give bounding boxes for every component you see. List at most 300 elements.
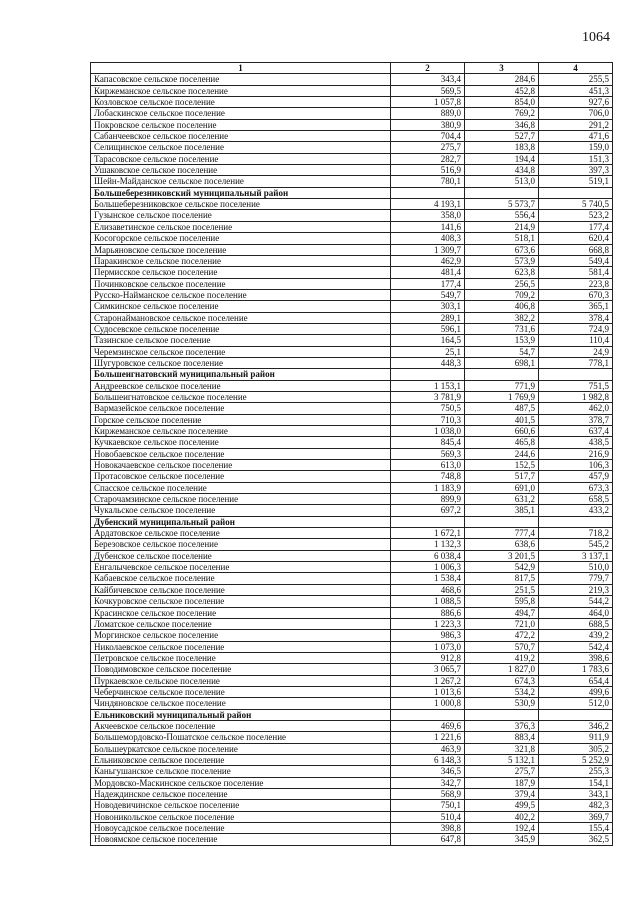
value-col-3: 401,5 <box>465 414 539 425</box>
table-row <box>91 380 613 391</box>
value-col-4: 378,4 <box>539 312 613 323</box>
value-col-3: 183,8 <box>465 142 539 153</box>
value-col-4: 5 252,9 <box>539 754 613 765</box>
value-col-3: 673,6 <box>465 244 539 255</box>
district-header-row <box>91 369 613 380</box>
settlement-name: Петровское сельское поселение <box>91 652 391 663</box>
page-number: 1064 <box>582 30 610 45</box>
settlement-name: Косогорское сельское поселение <box>91 233 391 244</box>
table-row <box>91 720 613 731</box>
settlement-name: Тарасовское сельское поселение <box>91 153 391 164</box>
value-col-3: 379,4 <box>465 789 539 800</box>
settlement-name: Елизаветинское сельское поселение <box>91 221 391 232</box>
value-col-2: 177,4 <box>391 278 465 289</box>
value-col-4: 542,4 <box>539 641 613 652</box>
settlement-name: Марьяновское сельское поселение <box>91 244 391 255</box>
table-row <box>91 505 613 516</box>
value-col-2: 845,4 <box>391 437 465 448</box>
settlement-name: Тазинское сельское поселение <box>91 335 391 346</box>
district-name: Большеигнатовский муниципальный район <box>91 369 391 380</box>
settlement-name: Судосевское сельское поселение <box>91 323 391 334</box>
settlement-name: Лобаскинское сельское поселение <box>91 108 391 119</box>
district-name: Большеберезниковский муниципальный район <box>91 187 391 198</box>
value-col-2: 569,5 <box>391 85 465 96</box>
settlement-name: Новокачаевское сельское поселение <box>91 460 391 471</box>
value-col-2: 462,9 <box>391 255 465 266</box>
settlement-name: Березовское сельское поселение <box>91 539 391 550</box>
table-row <box>91 108 613 119</box>
settlement-name: Дубенское сельское поселение <box>91 550 391 561</box>
table-row <box>91 289 613 300</box>
value-col-4: 718,2 <box>539 528 613 539</box>
value-col-3: 434,8 <box>465 165 539 176</box>
value-col-4: 670,3 <box>539 289 613 300</box>
budget-table <box>90 62 613 846</box>
value-col-4: 471,6 <box>539 131 613 142</box>
value-col-2: 750,5 <box>391 403 465 414</box>
value-col-4: 1 982,8 <box>539 391 613 402</box>
value-col-2: 912,8 <box>391 652 465 663</box>
value-col-4: 519,1 <box>539 176 613 187</box>
settlement-name: Новоямское сельское поселение <box>91 834 391 845</box>
value-col-2: 704,4 <box>391 131 465 142</box>
value-col-4: 451,3 <box>539 85 613 96</box>
value-col-4: 462,0 <box>539 403 613 414</box>
value-col-4: 397,3 <box>539 165 613 176</box>
value-col-3: 777,4 <box>465 528 539 539</box>
value-col-2: 4 193,1 <box>391 199 465 210</box>
settlement-name: Пуркаевское сельское поселение <box>91 675 391 686</box>
value-col-4: 581,4 <box>539 267 613 278</box>
table-row <box>91 573 613 584</box>
settlement-name: Ушаковское сельское поселение <box>91 165 391 176</box>
table-row <box>91 426 613 437</box>
table-row <box>91 176 613 187</box>
value-col-2: 469,6 <box>391 720 465 731</box>
value-col-3: 771,9 <box>465 380 539 391</box>
value-col-2: 289,1 <box>391 312 465 323</box>
value-col-3 <box>465 369 539 380</box>
value-col-2 <box>391 187 465 198</box>
value-col-4: 3 137,1 <box>539 550 613 561</box>
table-row <box>91 698 613 709</box>
value-col-4: 512,0 <box>539 698 613 709</box>
value-col-2: 164,5 <box>391 335 465 346</box>
value-col-3: 487,5 <box>465 403 539 414</box>
value-col-2 <box>391 369 465 380</box>
settlement-name: Большеуркатское сельское поселение <box>91 743 391 754</box>
value-col-4: 510,0 <box>539 562 613 573</box>
value-col-4: 305,2 <box>539 743 613 754</box>
table-header-row <box>91 63 613 74</box>
value-col-4: 544,2 <box>539 596 613 607</box>
settlement-name: Новоусадское сельское поселение <box>91 823 391 834</box>
table-row <box>91 789 613 800</box>
settlement-name: Вармазейское сельское поселение <box>91 403 391 414</box>
table-row <box>91 754 613 765</box>
settlement-name: Ельниковское сельское поселение <box>91 754 391 765</box>
value-col-2: 342,7 <box>391 777 465 788</box>
value-col-4: 433,2 <box>539 505 613 516</box>
value-col-3: 623,8 <box>465 267 539 278</box>
value-col-2: 1 223,3 <box>391 618 465 629</box>
value-col-2: 780,1 <box>391 176 465 187</box>
value-col-2: 1 267,2 <box>391 675 465 686</box>
table-row <box>91 85 613 96</box>
value-col-2: 510,4 <box>391 811 465 822</box>
value-col-2: 697,2 <box>391 505 465 516</box>
district-name: Дубенский муниципальный район <box>91 516 391 527</box>
table-row <box>91 686 613 697</box>
settlement-name: Новоникольское сельское поселение <box>91 811 391 822</box>
value-col-3: 631,2 <box>465 494 539 505</box>
value-col-4: 778,1 <box>539 357 613 368</box>
value-col-3: 542,9 <box>465 562 539 573</box>
value-col-2: 303,1 <box>391 301 465 312</box>
value-col-3: 570,7 <box>465 641 539 652</box>
settlement-name: Паракинское сельское поселение <box>91 255 391 266</box>
value-col-3: 494,7 <box>465 607 539 618</box>
table-row <box>91 437 613 448</box>
table-row <box>91 267 613 278</box>
value-col-4: 151,3 <box>539 153 613 164</box>
settlement-name: Поводимовское сельское поселение <box>91 664 391 675</box>
value-col-4: 216,9 <box>539 448 613 459</box>
value-col-3: 660,6 <box>465 426 539 437</box>
settlement-name: Селищинское сельское поселение <box>91 142 391 153</box>
value-col-3: 376,3 <box>465 720 539 731</box>
value-col-3: 709,2 <box>465 289 539 300</box>
value-col-2: 596,1 <box>391 323 465 334</box>
value-col-4: 549,4 <box>539 255 613 266</box>
value-col-3 <box>465 709 539 720</box>
value-col-3: 534,2 <box>465 686 539 697</box>
settlement-name: Кучкаевское сельское поселение <box>91 437 391 448</box>
value-col-3: 518,1 <box>465 233 539 244</box>
value-col-4: 688,5 <box>539 618 613 629</box>
table-row <box>91 255 613 266</box>
value-col-2: 448,3 <box>391 357 465 368</box>
settlement-name: Мордовско-Маскинское сельское поселение <box>91 777 391 788</box>
value-col-3: 153,9 <box>465 335 539 346</box>
value-col-4: 523,2 <box>539 210 613 221</box>
value-col-2: 748,8 <box>391 471 465 482</box>
value-col-3: 346,8 <box>465 119 539 130</box>
value-col-2: 6 038,4 <box>391 550 465 561</box>
value-col-2: 3 781,9 <box>391 391 465 402</box>
table-row <box>91 97 613 108</box>
value-col-4: 499,6 <box>539 686 613 697</box>
table-row <box>91 357 613 368</box>
value-col-2: 750,1 <box>391 800 465 811</box>
value-col-3: 452,8 <box>465 85 539 96</box>
settlement-name: Пермисское сельское поселение <box>91 267 391 278</box>
table-row <box>91 165 613 176</box>
table-row <box>91 301 613 312</box>
table-row <box>91 131 613 142</box>
value-col-3: 595,8 <box>465 596 539 607</box>
value-col-2: 1 000,8 <box>391 698 465 709</box>
settlement-name: Шейн-Майданское сельское поселение <box>91 176 391 187</box>
value-col-4: 439,2 <box>539 630 613 641</box>
table-row <box>91 471 613 482</box>
settlement-name: Новобаевское сельское поселение <box>91 448 391 459</box>
value-col-3: 731,6 <box>465 323 539 334</box>
settlement-name: Русско-Найманское сельское поселение <box>91 289 391 300</box>
value-col-4: 457,9 <box>539 471 613 482</box>
table-row <box>91 323 613 334</box>
table-row <box>91 414 613 425</box>
value-col-2: 889,0 <box>391 108 465 119</box>
value-col-3: 419,2 <box>465 652 539 663</box>
settlement-name: Горское сельское поселение <box>91 414 391 425</box>
value-col-3: 517,7 <box>465 471 539 482</box>
table-row <box>91 652 613 663</box>
value-col-4: 911,9 <box>539 732 613 743</box>
value-col-4: 365,1 <box>539 301 613 312</box>
table-row <box>91 777 613 788</box>
table-row <box>91 664 613 675</box>
value-col-2: 275,7 <box>391 142 465 153</box>
value-col-2: 463,9 <box>391 743 465 754</box>
settlement-name: Николаевское сельское поселение <box>91 641 391 652</box>
value-col-3: 251,5 <box>465 584 539 595</box>
settlement-name: Шугуровское сельское поселение <box>91 357 391 368</box>
table-row <box>91 312 613 323</box>
value-col-4: 654,4 <box>539 675 613 686</box>
table-row <box>91 596 613 607</box>
table-row <box>91 460 613 471</box>
value-col-3: 152,5 <box>465 460 539 471</box>
value-col-3: 1 827,0 <box>465 664 539 675</box>
table-row <box>91 800 613 811</box>
value-col-2: 1 038,0 <box>391 426 465 437</box>
settlement-name: Большеигнатовское сельское поселение <box>91 391 391 402</box>
value-col-2: 3 065,7 <box>391 664 465 675</box>
value-col-4: 5 740,5 <box>539 199 613 210</box>
value-col-2: 1 132,3 <box>391 539 465 550</box>
column-header-4: 4 <box>539 63 613 74</box>
settlement-name: Козловское сельское поселение <box>91 97 391 108</box>
value-col-3: 284,6 <box>465 74 539 85</box>
value-col-2: 549,7 <box>391 289 465 300</box>
value-col-2: 899,9 <box>391 494 465 505</box>
value-col-2: 1 088,5 <box>391 596 465 607</box>
settlement-name: Сабанчеевское сельское поселение <box>91 131 391 142</box>
table-row <box>91 539 613 550</box>
value-col-3: 883,4 <box>465 732 539 743</box>
settlement-name: Кочкуровское сельское поселение <box>91 596 391 607</box>
value-col-3: 321,8 <box>465 743 539 754</box>
table-row <box>91 346 613 357</box>
value-col-3: 5 132,1 <box>465 754 539 765</box>
table-row <box>91 210 613 221</box>
settlement-name: Старонаймановское сельское поселение <box>91 312 391 323</box>
value-col-2: 1 221,6 <box>391 732 465 743</box>
settlement-name: Моргинское сельское поселение <box>91 630 391 641</box>
table-row <box>91 244 613 255</box>
value-col-2: 380,9 <box>391 119 465 130</box>
table-row <box>91 630 613 641</box>
value-col-2: 710,3 <box>391 414 465 425</box>
value-col-4: 378,7 <box>539 414 613 425</box>
value-col-4 <box>539 516 613 527</box>
settlement-name: Капасовское сельское поселение <box>91 74 391 85</box>
table-row <box>91 732 613 743</box>
value-col-3: 556,4 <box>465 210 539 221</box>
value-col-3: 721,0 <box>465 618 539 629</box>
table-body <box>91 74 613 845</box>
value-col-2: 481,4 <box>391 267 465 278</box>
value-col-2: 613,0 <box>391 460 465 471</box>
value-col-3: 472,2 <box>465 630 539 641</box>
table-row <box>91 823 613 834</box>
settlement-name: Симкинское сельское поселение <box>91 301 391 312</box>
settlement-name: Каньгушанское сельское поселение <box>91 766 391 777</box>
table-row <box>91 448 613 459</box>
value-col-4: 706,0 <box>539 108 613 119</box>
value-col-4: 369,7 <box>539 811 613 822</box>
value-col-4: 668,8 <box>539 244 613 255</box>
table-row <box>91 675 613 686</box>
table-row <box>91 391 613 402</box>
settlement-name: Киржеманское сельское поселение <box>91 85 391 96</box>
value-col-4: 751,5 <box>539 380 613 391</box>
value-col-3: 638,6 <box>465 539 539 550</box>
value-col-2: 1 057,8 <box>391 97 465 108</box>
value-col-2: 886,6 <box>391 607 465 618</box>
value-col-4: 637,4 <box>539 426 613 437</box>
value-col-3: 187,9 <box>465 777 539 788</box>
district-header-row <box>91 187 613 198</box>
value-col-2 <box>391 709 465 720</box>
value-col-4: 159,0 <box>539 142 613 153</box>
table-row <box>91 584 613 595</box>
district-name: Ельниковский муниципальный район <box>91 709 391 720</box>
table-row <box>91 641 613 652</box>
value-col-2: 986,3 <box>391 630 465 641</box>
value-col-2: 1 006,3 <box>391 562 465 573</box>
value-col-3: 817,5 <box>465 573 539 584</box>
column-header-3: 3 <box>465 63 539 74</box>
value-col-3: 530,9 <box>465 698 539 709</box>
settlement-name: Красинское сельское поселение <box>91 607 391 618</box>
settlement-name: Починковское сельское поселение <box>91 278 391 289</box>
settlement-name: Надеждинское сельское поселение <box>91 789 391 800</box>
column-header-1: 1 <box>91 63 391 74</box>
value-col-3: 406,8 <box>465 301 539 312</box>
value-col-2: 1 073,0 <box>391 641 465 652</box>
value-col-2: 358,0 <box>391 210 465 221</box>
value-col-4: 291,2 <box>539 119 613 130</box>
value-col-4: 927,6 <box>539 97 613 108</box>
table-row <box>91 607 613 618</box>
table-row <box>91 618 613 629</box>
value-col-2: 1 538,4 <box>391 573 465 584</box>
value-col-3: 3 201,5 <box>465 550 539 561</box>
settlement-name: Чукальское сельское поселение <box>91 505 391 516</box>
value-col-4: 464,0 <box>539 607 613 618</box>
table-row <box>91 482 613 493</box>
value-col-4: 106,3 <box>539 460 613 471</box>
value-col-2: 516,9 <box>391 165 465 176</box>
table-row <box>91 153 613 164</box>
settlement-name: Кайбичевское сельское поселение <box>91 584 391 595</box>
settlement-name: Старочамзинское сельское поселение <box>91 494 391 505</box>
value-col-2: 398,8 <box>391 823 465 834</box>
value-col-2: 569,3 <box>391 448 465 459</box>
value-col-4: 779,7 <box>539 573 613 584</box>
value-col-2: 647,8 <box>391 834 465 845</box>
settlement-name: Гузынское сельское поселение <box>91 210 391 221</box>
value-col-3: 194,4 <box>465 153 539 164</box>
table-row <box>91 766 613 777</box>
value-col-4: 155,4 <box>539 823 613 834</box>
value-col-3: 54,7 <box>465 346 539 357</box>
settlement-name: Андреевское сельское поселение <box>91 380 391 391</box>
value-col-4 <box>539 187 613 198</box>
value-col-3: 5 573,7 <box>465 199 539 210</box>
value-col-2: 1 672,1 <box>391 528 465 539</box>
value-col-2: 6 148,3 <box>391 754 465 765</box>
settlement-name: Покровское сельское поселение <box>91 119 391 130</box>
value-col-4: 154,1 <box>539 777 613 788</box>
value-col-2: 568,9 <box>391 789 465 800</box>
value-col-2: 1 153,1 <box>391 380 465 391</box>
value-col-2: 408,3 <box>391 233 465 244</box>
settlement-name: Черемзинское сельское поселение <box>91 346 391 357</box>
value-col-3: 1 769,9 <box>465 391 539 402</box>
value-col-2: 343,4 <box>391 74 465 85</box>
value-col-3: 573,9 <box>465 255 539 266</box>
value-col-4 <box>539 709 613 720</box>
value-col-4: 255,3 <box>539 766 613 777</box>
value-col-4: 219,3 <box>539 584 613 595</box>
value-col-4: 362,5 <box>539 834 613 845</box>
settlement-name: Спасское сельское поселение <box>91 482 391 493</box>
value-col-4: 24,9 <box>539 346 613 357</box>
settlement-name: Чеберчинское сельское поселение <box>91 686 391 697</box>
settlement-name: Большемордовско-Пошатское сельское поселение <box>91 732 391 743</box>
value-col-3: 345,9 <box>465 834 539 845</box>
value-col-4: 438,5 <box>539 437 613 448</box>
value-col-4: 177,4 <box>539 221 613 232</box>
value-col-4: 620,4 <box>539 233 613 244</box>
table-row <box>91 562 613 573</box>
value-col-2: 468,6 <box>391 584 465 595</box>
table-row <box>91 119 613 130</box>
settlement-name: Енгалычевское сельское поселение <box>91 562 391 573</box>
value-col-3: 674,3 <box>465 675 539 686</box>
value-col-3: 382,2 <box>465 312 539 323</box>
settlement-name: Кабаевское сельское поселение <box>91 573 391 584</box>
value-col-3: 691,0 <box>465 482 539 493</box>
value-col-4 <box>539 369 613 380</box>
table-row <box>91 528 613 539</box>
value-col-3: 256,5 <box>465 278 539 289</box>
value-col-4: 398,6 <box>539 652 613 663</box>
value-col-4: 673,3 <box>539 482 613 493</box>
table-row <box>91 335 613 346</box>
value-col-3 <box>465 187 539 198</box>
value-col-4: 482,3 <box>539 800 613 811</box>
table-row <box>91 494 613 505</box>
value-col-4: 110,4 <box>539 335 613 346</box>
value-col-2: 1 183,9 <box>391 482 465 493</box>
settlement-name: Ардатовское сельское поселение <box>91 528 391 539</box>
value-col-4: 545,2 <box>539 539 613 550</box>
table-row <box>91 221 613 232</box>
